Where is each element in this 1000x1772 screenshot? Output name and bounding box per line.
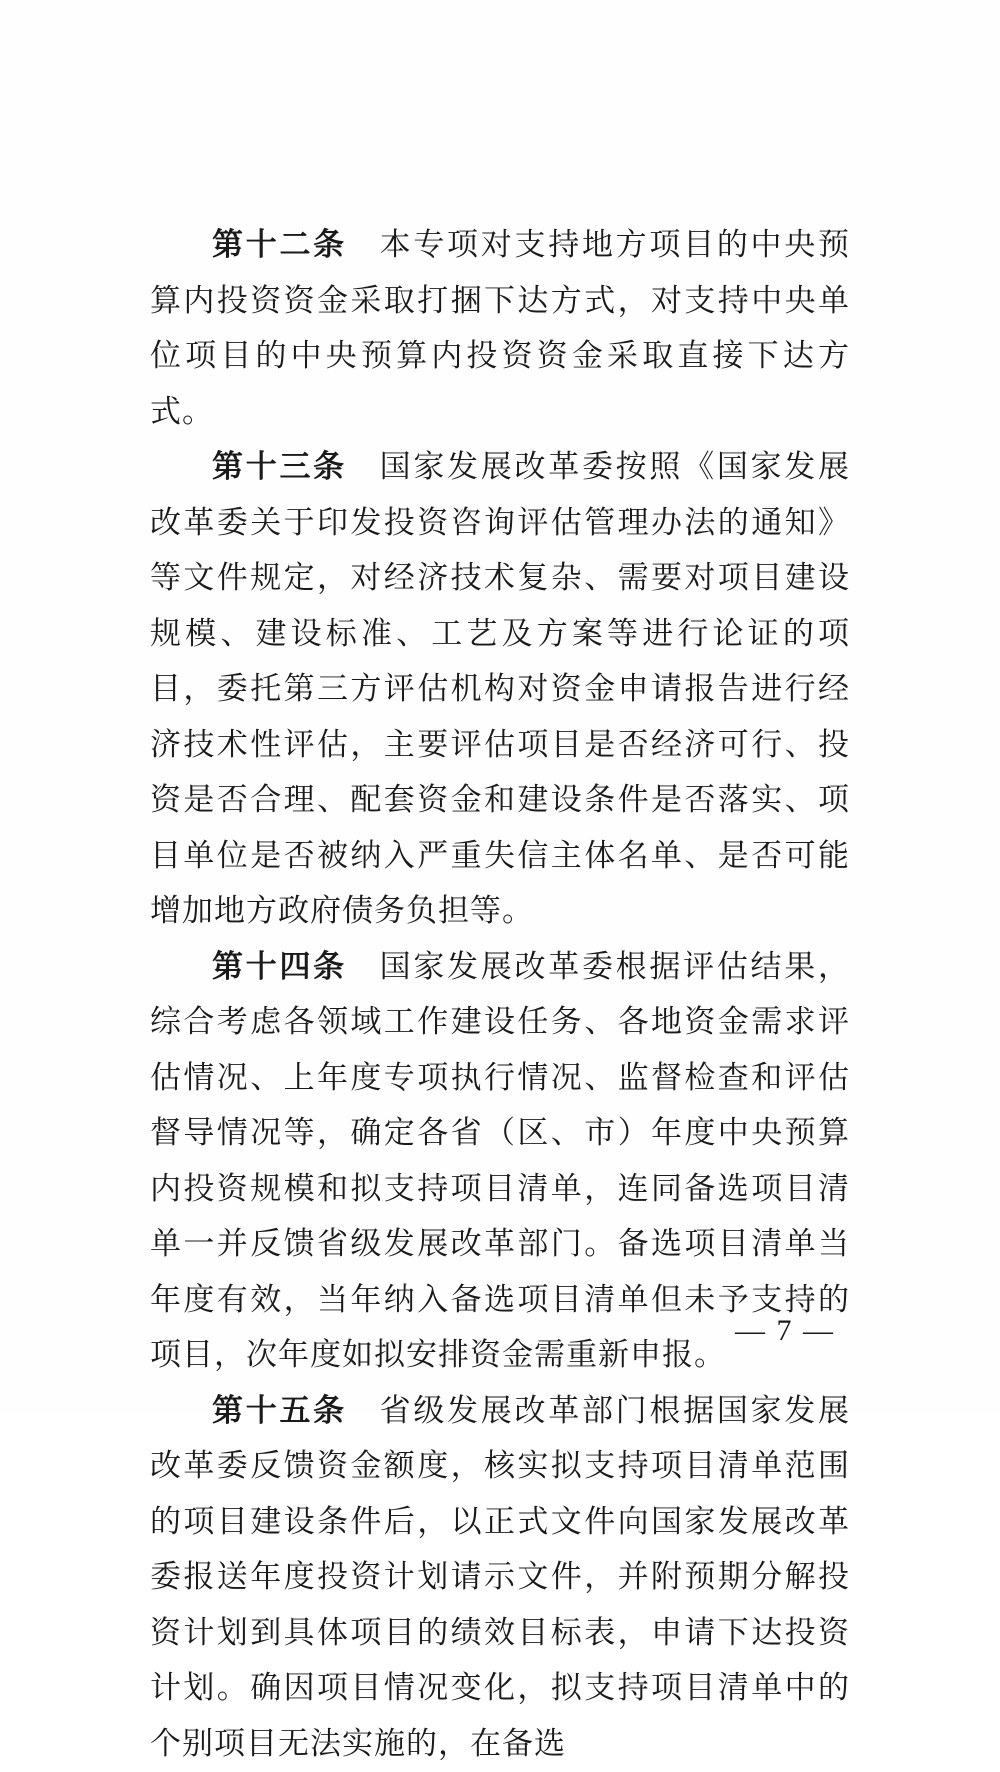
article-12-paragraph: [150, 218, 850, 440]
article-14-heading: 第十四条: [212, 949, 347, 985]
article-12-text: 本专项对支持地方项目的中央预算内投资资金采取打捆下达方式，对支持中央单位项目的中央预算内投资资金采取直接下达方式。: [150, 227, 850, 430]
article-14-text: 国家发展改革委根据评估结果，综合考虑各领域工作建设任务、各地资金需求评估情况、上年度专项执行情况、监督检查和评估督导情况等，确定各省（区、市）年度中央预算内投资规模和拟支持项目清单，连同备选项目清单一并反馈省级发展改革部门。备选项目清单当年度有效，当年纳入备选项目清单但未予支持的项目，次年度如拟安排资金需重新申报。: [150, 949, 850, 1374]
article-15-paragraph: [150, 1384, 850, 1772]
article-12-heading: 第十二条: [212, 227, 347, 263]
article-13-heading: 第十三条: [212, 449, 347, 485]
article-15-text: 省级发展改革部门根据国家发展改革委反馈资金额度，核实拟支持项目清单范围的项目建设条件后，以正式文件向国家发展改革委报送年度投资计划请示文件，并附预期分解投资计划到具体项目的绩效目标表，申请下达投资计划。确因项目情况变化，拟支持项目清单中的个别项目无法实施的，在备选: [150, 1393, 850, 1762]
article-15-heading: 第十五条: [212, 1393, 347, 1429]
page-number: — 7 —: [735, 1314, 835, 1348]
article-13-text: 国家发展改革委按照《国家发展改革委关于印发投资咨询评估管理办法的通知》等文件规定，对经济技术复杂、需要对项目建设规模、建设标准、工艺及方案等进行论证的项目，委托第三方评估机构对资金申请报告进行经济技术性评估，主要评估项目是否经济可行、投资是否合理、配套资金和建设条件是否落实、项目单位是否被纳入严重失信主体名单、是否可能增加地方政府债务负担等。: [150, 449, 850, 929]
document-body: [150, 218, 850, 1772]
article-13-paragraph: [150, 440, 850, 940]
